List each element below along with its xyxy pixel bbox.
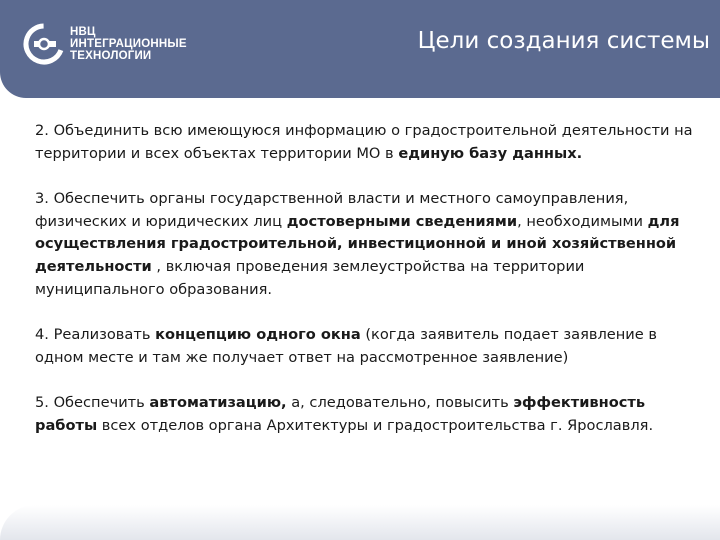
goal-paragraph [35, 324, 695, 369]
page-title: Цели создания системы [417, 28, 710, 54]
bold-segment: единую базу данных. [398, 144, 583, 162]
logo-text [70, 26, 187, 62]
bold-segment: достоверными сведениями [286, 212, 518, 230]
text-segment: , включая проведения землеустройства на территории муниципального образования. [35, 257, 585, 298]
bold-segment: концепцию одного окна [155, 326, 361, 344]
text-segment: 4. Реализовать [35, 326, 156, 344]
bold-segment: эффективность работы [35, 394, 646, 434]
goal-paragraph [35, 120, 695, 165]
text-segment: 3. Обеспечить органы государственной власти и местного самоуправления, физических и юридических лиц [35, 190, 629, 230]
company-logo-icon [22, 22, 66, 66]
text-segment: , необходимыми [517, 212, 648, 230]
bold-segment: автоматизацию, [149, 394, 287, 412]
header-banner [0, 0, 720, 98]
text-segment: 2. Объединить всю имеющуюся информацию о градостроительной деятельности на территории и всех объектах территории МО в [35, 122, 693, 162]
text-segment: всех отделов органа Архитектуры и градостроительства г. Ярославля. [97, 416, 654, 434]
logo-line-1: НВЦ [70, 26, 96, 38]
company-logo [22, 20, 187, 68]
text-segment: 5. Обеспечить [35, 394, 150, 412]
goal-paragraph [35, 392, 695, 437]
logo-line-3: ТЕХНОЛОГИИ [70, 50, 152, 62]
text-segment: а, следовательно, повысить [286, 394, 514, 412]
goal-paragraph [35, 188, 695, 301]
goals-list [35, 120, 695, 461]
footer-decoration [0, 505, 720, 540]
text-segment: (когда заявитель подает заявление в одном месте и там же получает ответ на рассмотренное заявление) [35, 326, 658, 366]
logo-line-2: ИНТЕГРАЦИОННЫЕ [70, 38, 187, 50]
bold-segment: для осуществления градостроительной, инвестиционной и иной хозяйственной деятельности [35, 212, 680, 275]
